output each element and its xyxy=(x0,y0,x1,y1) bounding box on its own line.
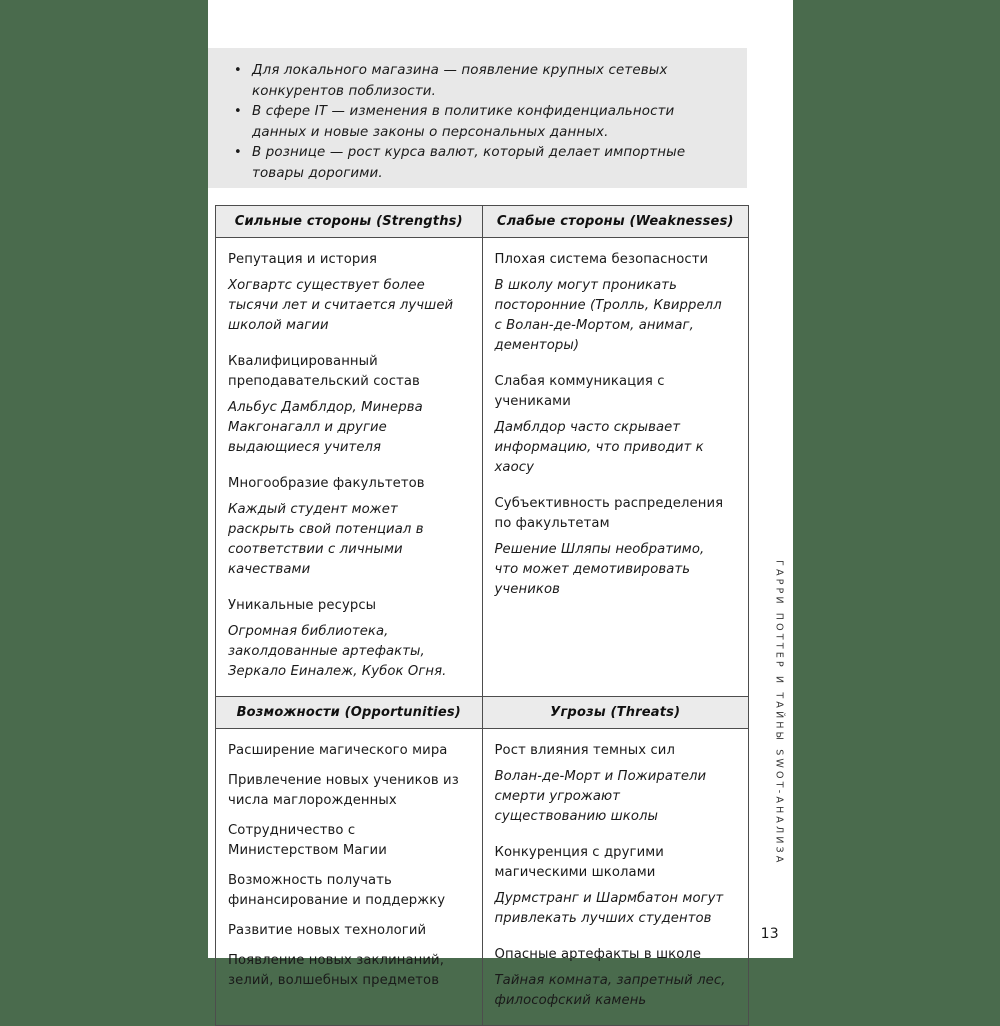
list-item-text: В рознице — рост курса валют, который делает импортные товары дорогими. xyxy=(252,145,686,181)
swot-entry xyxy=(228,921,466,941)
swot-entry-title: Развитие новых технологий xyxy=(228,923,427,938)
swot-entry xyxy=(228,250,466,336)
swot-entry xyxy=(228,474,466,580)
intro-bullet-list xyxy=(230,61,729,184)
swot-entry-title: Рост влияния темных сил xyxy=(494,743,675,758)
list-item xyxy=(230,61,729,102)
swot-entry-title: Субъективность распределения по факультетам xyxy=(494,496,724,531)
swot-entry xyxy=(228,352,466,458)
swot-entry-title: Сотрудничество с Министерством Магии xyxy=(228,823,387,858)
swot-entry-title: Привлечение новых учеников из числа маглорожденных xyxy=(228,773,459,808)
swot-entry-title: Конкуренция с другими магическими школами xyxy=(494,845,664,880)
swot-entry xyxy=(495,843,733,929)
bullet-icon: • xyxy=(234,145,242,160)
table-header-row xyxy=(216,206,749,238)
swot-entry xyxy=(228,871,466,911)
swot-entry-desc: Дурмстранг и Шармбатон могут привлекать лучших студентов xyxy=(494,891,724,926)
table-row xyxy=(216,729,749,1026)
swot-entry-title: Расширение магического мира xyxy=(228,743,448,758)
swot-cell-threats xyxy=(482,729,749,1026)
swot-entry xyxy=(495,945,733,1011)
swot-entry-title: Опасные артефакты в школе xyxy=(494,947,702,962)
list-item xyxy=(230,102,729,143)
swot-header-strengths: Сильные стороны (Strengths) xyxy=(216,206,483,238)
swot-header-opportunities: Возможности (Opportunities) xyxy=(216,697,483,729)
swot-entry xyxy=(228,596,466,682)
bullet-icon: • xyxy=(234,63,242,78)
swot-matrix-table xyxy=(215,205,749,1026)
intro-callout-box xyxy=(208,48,747,188)
swot-cell-opportunities xyxy=(216,729,483,1026)
swot-entry-title: Квалифицированный преподавательский состав xyxy=(228,354,420,389)
swot-entry-title: Многообразие факультетов xyxy=(228,476,425,491)
page-sheet xyxy=(208,0,793,1008)
swot-entry-desc: Альбус Дамблдор, Минерва Макгонагалл и другие выдающиеся учителя xyxy=(228,400,423,455)
swot-entry xyxy=(228,951,466,991)
swot-cell-strengths xyxy=(216,238,483,697)
swot-cell-weaknesses xyxy=(482,238,749,697)
list-item-text: Для локального магазина — появление крупных сетевых конкурентов поблизости. xyxy=(252,63,668,99)
swot-entry-desc: Дамблдор часто скрывает информацию, что приводит к хаосу xyxy=(494,420,704,475)
swot-entry-desc: Хогвартс существует более тысячи лет и считается лучшей школой магии xyxy=(228,278,454,333)
swot-entry-desc: Каждый студент может раскрыть свой потенциал в соответствии с личными качествами xyxy=(228,502,424,577)
swot-entry xyxy=(495,372,733,478)
swot-entry xyxy=(228,741,466,761)
swot-entry xyxy=(228,771,466,811)
swot-entry-title: Плохая система безопасности xyxy=(494,252,709,267)
swot-entry-desc: Тайная комната, запретный лес, философский камень xyxy=(494,973,726,1008)
swot-entry-desc: Решение Шляпы необратимо, что может демотивировать учеников xyxy=(494,542,705,597)
running-head-vertical xyxy=(767,560,791,920)
swot-entry-desc: Огромная библиотека, заколдованные артефакты, Зеркало Еиналеж, Кубок Огня. xyxy=(228,624,447,679)
swot-entry-desc: Волан-де-Морт и Пожиратели смерти угрожают существованию школы xyxy=(494,769,707,824)
swot-entry-title: Репутация и история xyxy=(228,252,378,267)
swot-entry-title: Появление новых заклинаний, зелий, волшебных предметов xyxy=(228,953,445,988)
bullet-icon: • xyxy=(234,104,242,119)
swot-entry-title: Возможность получать финансирование и поддержку xyxy=(228,873,446,908)
swot-entry xyxy=(228,821,466,861)
table-row xyxy=(216,238,749,697)
running-head-text: ГАРРИ ПОТТЕР И ТАЙНЫ SWOT-АНАЛИЗА xyxy=(773,560,785,866)
table-header-row xyxy=(216,697,749,729)
swot-entry-title: Уникальные ресурсы xyxy=(228,598,377,613)
list-item xyxy=(230,143,729,184)
swot-entry xyxy=(495,741,733,827)
swot-entry-title: Слабая коммуникация с учениками xyxy=(494,374,665,409)
swot-entry xyxy=(495,494,733,600)
swot-header-weaknesses: Слабые стороны (Weaknesses) xyxy=(482,206,749,238)
page-number: 13 xyxy=(760,926,779,942)
swot-entry xyxy=(495,250,733,356)
list-item-text: В сфере IT — изменения в политике конфиденциальности данных и новые законы о персональных данных. xyxy=(252,104,675,140)
swot-header-threats: Угрозы (Threats) xyxy=(482,697,749,729)
swot-entry-desc: В школу могут проникать посторонние (Тролль, Квиррелл с Волан-де-Мортом, анимаг, дементоры) xyxy=(494,278,722,353)
